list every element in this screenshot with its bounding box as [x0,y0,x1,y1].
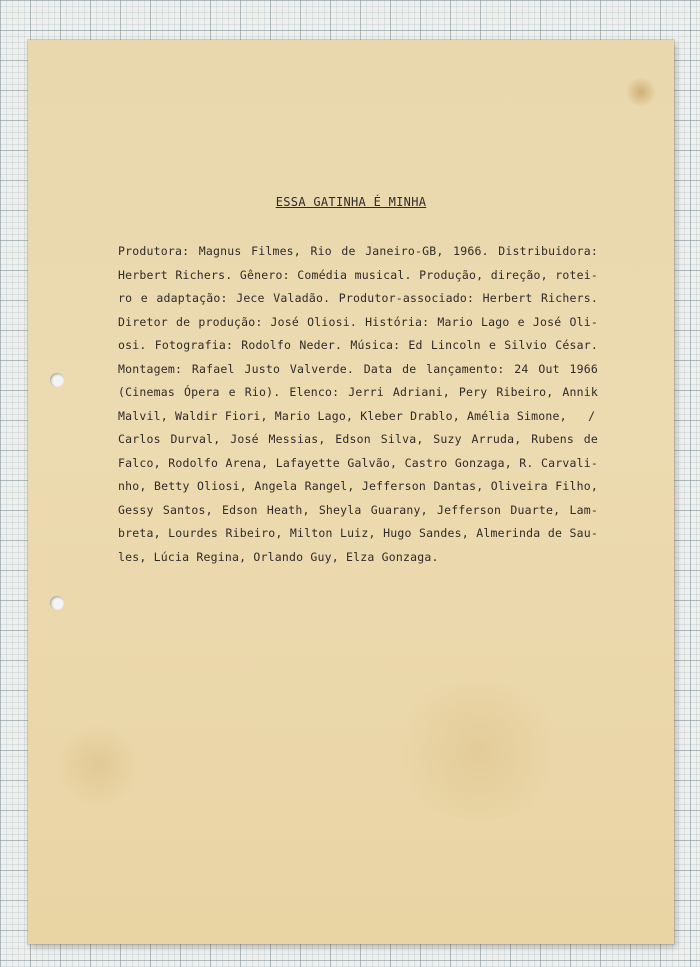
body-line: ro e adaptação: Jece Valadão. Produtor-associado: Herbert Richers. [118,291,598,305]
body-line: Gessy Santos, Edson Heath, Sheyla Guarany, Jefferson Duarte, Lam- [118,502,598,517]
body-line: breta, Lourdes Ribeiro, Milton Luiz, Hugo Sandes, Almerinda de Sau- [118,526,598,540]
body-line: (Cinemas Ópera e Rio). Elenco: Jerri Adriani, Pery Ribeiro, Annik [118,385,598,399]
body-line: nho, Betty Oliosi, Angela Rangel, Jefferson Dantas, Oliveira Filho, [118,479,598,493]
punch-hole [50,596,64,610]
body-line: Malvil, Waldir Fiori, Mario Lago, Kleber Drablo, Amélia Simone, / [118,408,596,423]
body-line: les, Lúcia Regina, Orlando Guy, Elza Gonzaga. [118,549,439,564]
punch-hole [50,373,64,387]
body-line: Carlos Durval, José Messias, Edson Silva, Suzy Arruda, Rubens de [118,432,598,446]
stain [388,680,568,820]
body-line: Montagem: Rafael Justo Valverde. Data de lançamento: 24 Out 1966 [118,361,598,376]
document-page [28,40,674,944]
stain [624,78,658,106]
stain [58,720,138,810]
body-line: Herbert Richers. Gênero: Comédia musical. Produção, direção, rotei- [118,267,598,282]
body-line: Falco, Rodolfo Arena, Lafayette Galvão, Castro Gonzaga, R. Carvali- [118,455,598,470]
body-line: Produtora: Magnus Filmes, Rio de Janeiro-GB, 1966. Distribuidora: [118,244,598,258]
document-title: ESSA GATINHA É MINHA [275,195,427,209]
document-body [118,240,598,569]
body-line: osi. Fotografia: Rodolfo Neder. Música: Ed Lincoln e Silvio César. [118,338,598,352]
body-line: Diretor de produção: José Oliosi. História: Mario Lago e José Oli- [118,314,598,329]
